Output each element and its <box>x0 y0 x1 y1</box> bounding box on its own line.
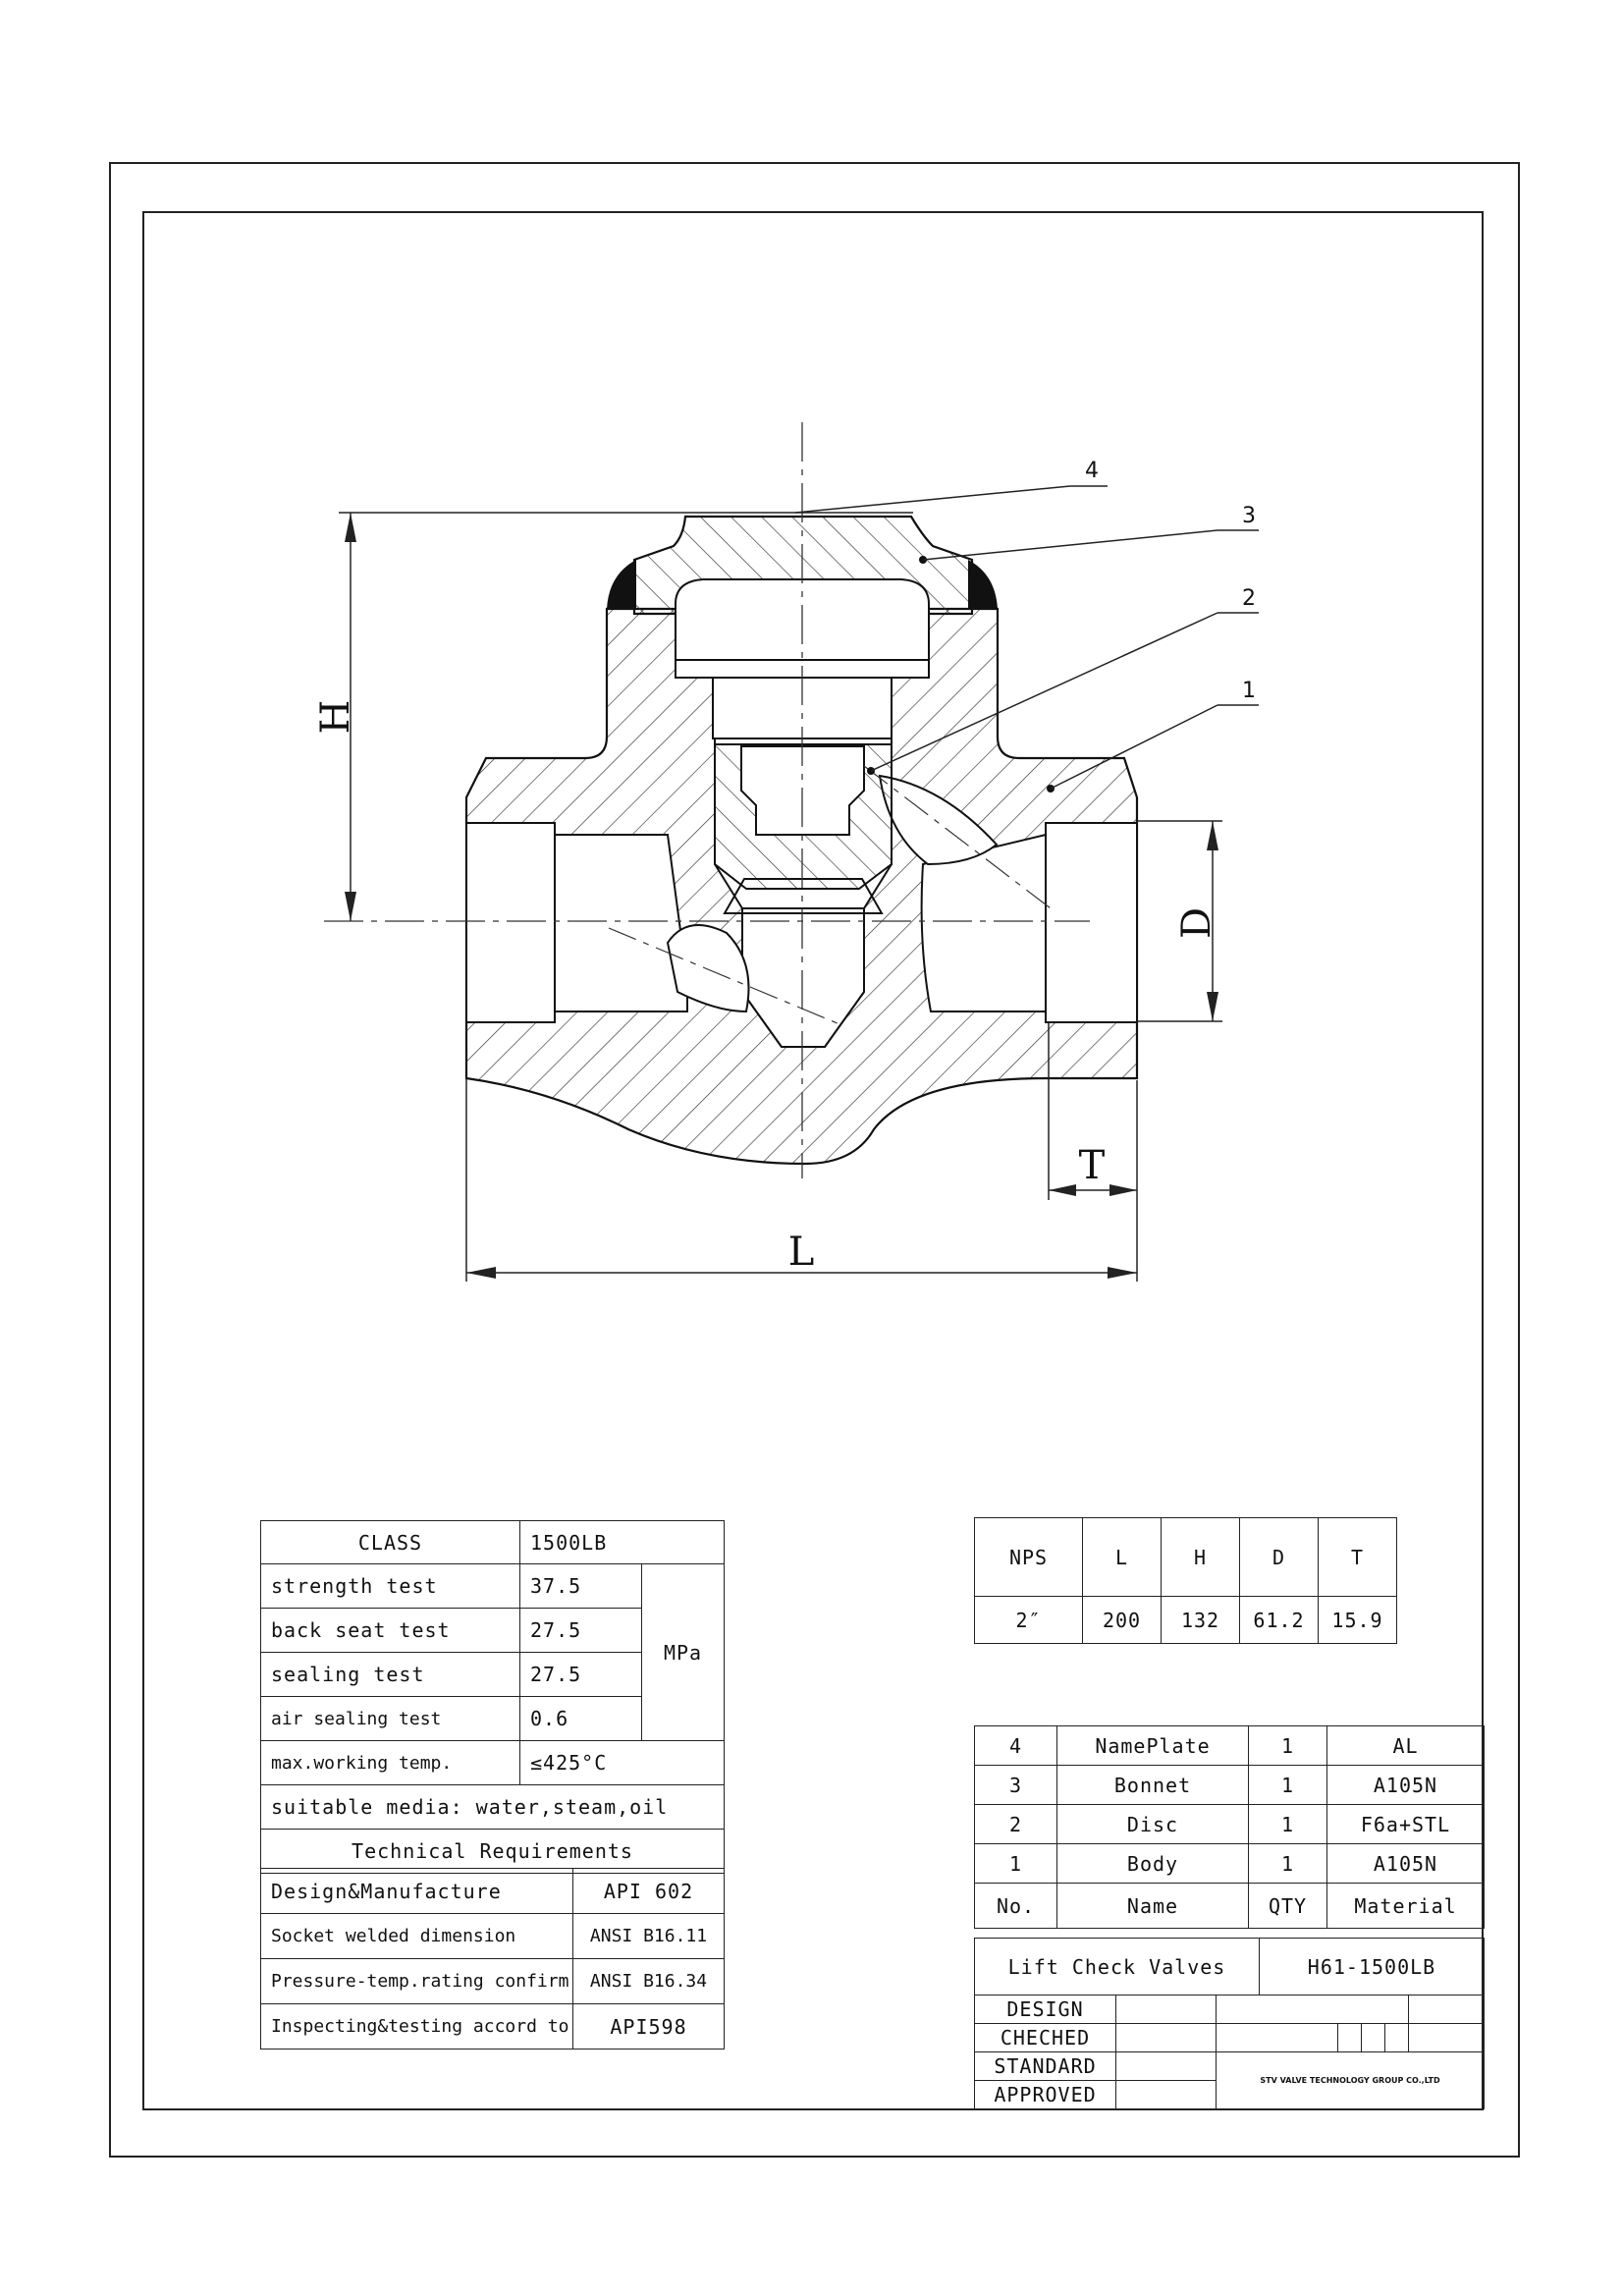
part-material: AL <box>1327 1726 1485 1766</box>
test-label: sealing test <box>261 1653 520 1697</box>
dim-value-l: 200 <box>1083 1597 1162 1644</box>
dim-label-h: H <box>313 699 358 735</box>
max-temp-label: max.working temp. <box>261 1741 520 1785</box>
dim-header: L <box>1083 1518 1162 1597</box>
part-material: A105N <box>1327 1766 1485 1805</box>
test-value: 27.5 <box>520 1653 642 1697</box>
test-label: strength test <box>261 1564 520 1609</box>
dim-value-t: 15.9 <box>1319 1597 1397 1644</box>
dim-header: T <box>1319 1518 1397 1597</box>
dim-header: H <box>1162 1518 1240 1597</box>
part-material: A105N <box>1327 1844 1485 1884</box>
dim-header: NPS <box>975 1518 1083 1597</box>
role-checked: CHECHED <box>975 2024 1116 2052</box>
part-qty: 1 <box>1249 1726 1327 1766</box>
part-no: 4 <box>975 1726 1057 1766</box>
product-name: Lift Check Valves <box>975 1939 1260 1995</box>
dimension-table <box>974 1517 1397 1644</box>
test-value: 37.5 <box>520 1564 642 1609</box>
part-qty: 1 <box>1249 1766 1327 1805</box>
requirement-value: ANSI B16.34 <box>573 1959 725 2004</box>
test-value: 0.6 <box>520 1697 642 1741</box>
product-model: H61-1500LB <box>1260 1939 1485 1995</box>
requirement-label: Socket welded dimension <box>261 1914 573 1959</box>
parts-header-qty: QTY <box>1249 1884 1327 1929</box>
left-weld-fillet <box>607 560 636 609</box>
role-approved: APPROVED <box>975 2081 1116 2109</box>
part-no: 2 <box>975 1805 1057 1844</box>
right-weld-fillet <box>968 560 998 609</box>
part-name: Bonnet <box>1057 1766 1249 1805</box>
requirement-label: Design&Manufacture <box>261 1869 573 1914</box>
callout-2: 2 <box>1242 586 1256 611</box>
part-name: Disc <box>1057 1805 1249 1844</box>
requirements-table <box>260 1868 725 2050</box>
title-block <box>974 1938 1485 1995</box>
part-no: 3 <box>975 1766 1057 1805</box>
part-no: 1 <box>975 1844 1057 1884</box>
left-socket-bore <box>466 823 555 1022</box>
spec-table <box>260 1520 725 1874</box>
requirement-label: Pressure-temp.rating confirm <box>261 1959 573 2004</box>
parts-header-no: No. <box>975 1884 1057 1929</box>
suitable-media: suitable media: water,steam,oil <box>261 1785 725 1830</box>
dim-value-nps: 2″ <box>975 1597 1083 1644</box>
part-qty: 1 <box>1249 1805 1327 1844</box>
callout-1: 1 <box>1242 679 1256 703</box>
dim-value-h: 132 <box>1162 1597 1240 1644</box>
part-name: Body <box>1057 1844 1249 1884</box>
role-standard: STANDARD <box>975 2052 1116 2081</box>
max-temp-value: ≤425°C <box>520 1741 725 1785</box>
requirement-label: Inspecting&testing accord to <box>261 2004 573 2050</box>
callout-4: 4 <box>1085 459 1099 483</box>
requirement-value: API598 <box>573 2004 725 2050</box>
parts-header-material: Material <box>1327 1884 1485 1929</box>
company-name: STV VALVE TECHNOLOGY GROUP CO.,LTD <box>1217 2052 1485 2109</box>
dim-label-t: T <box>1078 1143 1106 1188</box>
test-label: air sealing test <box>261 1697 520 1741</box>
dim-label-l: L <box>787 1230 815 1275</box>
parts-header-name: Name <box>1057 1884 1249 1929</box>
parts-table <box>974 1725 1485 1929</box>
part-qty: 1 <box>1249 1844 1327 1884</box>
test-value: 27.5 <box>520 1609 642 1653</box>
dim-value-d: 61.2 <box>1240 1597 1319 1644</box>
callout-3: 3 <box>1242 504 1256 528</box>
part-name: NamePlate <box>1057 1726 1249 1766</box>
part-material: F6a+STL <box>1327 1805 1485 1844</box>
right-socket-bore <box>1046 823 1137 1022</box>
test-label: back seat test <box>261 1609 520 1653</box>
role-design: DESIGN <box>975 1995 1116 2024</box>
dim-label-d: D <box>1174 906 1219 940</box>
technical-requirements-header: Technical Requirements <box>261 1830 725 1874</box>
requirement-value: API 602 <box>573 1869 725 1914</box>
class-label: CLASS <box>261 1521 520 1564</box>
dim-header: D <box>1240 1518 1319 1597</box>
left-passage <box>555 835 687 1011</box>
unit-cell: MPa <box>642 1564 725 1741</box>
approval-block <box>974 1995 1485 2109</box>
requirement-value: ANSI B16.11 <box>573 1914 725 1959</box>
class-value: 1500LB <box>520 1521 725 1564</box>
